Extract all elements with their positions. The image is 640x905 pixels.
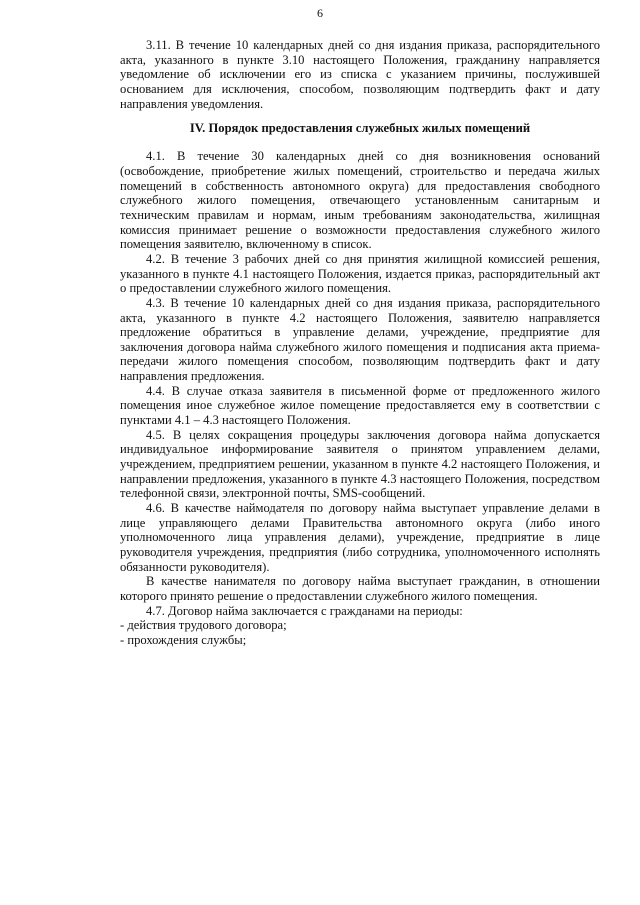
clause-4-4: 4.4. В случае отказа заявителя в письменной форме от предложенного жилого помещения иное служебное жилое помещение предоставляется ему в соответствии с пунктами 4.1 – 4.3 настоящего Положения. bbox=[120, 383, 600, 428]
clause-4-2: 4.2. В течение 3 рабочих дней со дня принятия жилищной комиссией решения, указанного в пункте 4.1 настоящего Положения, издается приказ, распорядительный акт о предоставлении служебного жилого помещения. bbox=[120, 251, 600, 296]
section-title: IV. Порядок предоставления служебных жилых помещений bbox=[189, 121, 531, 136]
clause-3-11: 3.11. В течение 10 календарных дней со дня издания приказа, распорядительного акта, указанного в пункте 3.10 настоящего Положения, гражданину направляется уведомление об исключении его из списка с указанием причины, послужившей основанием для исключения, способом, позволяющим подтвердить факт и дату направления уведомления. bbox=[120, 38, 600, 111]
page-number: 6 bbox=[317, 6, 323, 20]
clause-4-3: 4.3. В течение 10 календарных дней со дня издания приказа, распорядительного акта, указанного в пункте 4.2 настоящего Положения, заявителю направляется предложение обратиться в управление делами, учреждение, предприятие для заключения договора найма служебного жилого помещения и подписания акта приема-передачи жилого помещения способом, позволяющим подтвердить факт и дату направления предложения. bbox=[120, 295, 600, 384]
list-item-service: - прохождения службы; bbox=[120, 632, 247, 647]
list-item-labor-contract: - действия трудового договора; bbox=[120, 618, 287, 633]
clause-4-5: 4.5. В целях сокращения процедуры заключения договора найма допускается индивидуальное информирование заявителя о принятом управлением делами, учреждением, предприятием решении, указанном в пункте 4.2 настоящего Положения, и направлении предложения, указанного в пункте 4.3 настоящего Положения, посредством телефонной связи, электронной почты, SMS-сообщений. bbox=[120, 427, 600, 501]
clause-4-7: 4.7. Договор найма заключается с гражданами на периоды: bbox=[146, 603, 463, 618]
clause-4-1: 4.1. В течение 30 календарных дней со дня возникновения оснований (освобождение, приобретение жилых помещений, строительство и передача жилых помещений в собственность автономного округа) для предоставления свободного служебного жилого помещения, отвечающего установленным санитарным и техническим правилам и нормам, иным требованиям законодательства, жилищная комиссия принимает решение о возможности предоставления служебного жилого помещения заявителю, включенному в список. bbox=[120, 149, 600, 252]
clause-4-6-tenant: В качестве нанимателя по договору найма выступает гражданин, в отношении которого принято решение о предоставлении служебного жилого помещения. bbox=[120, 574, 600, 603]
clause-4-6: 4.6. В качестве наймодателя по договору найма выступает управление делами в лице управляющего делами Правительства автономного округа (либо иного уполномоченного лица управления делами), учреждение, предприятие в лице руководителя учреждения, предприятия (либо сотрудника, уполномоченного исполнять обязанности руководителя). bbox=[120, 501, 600, 574]
document-body bbox=[120, 38, 600, 648]
